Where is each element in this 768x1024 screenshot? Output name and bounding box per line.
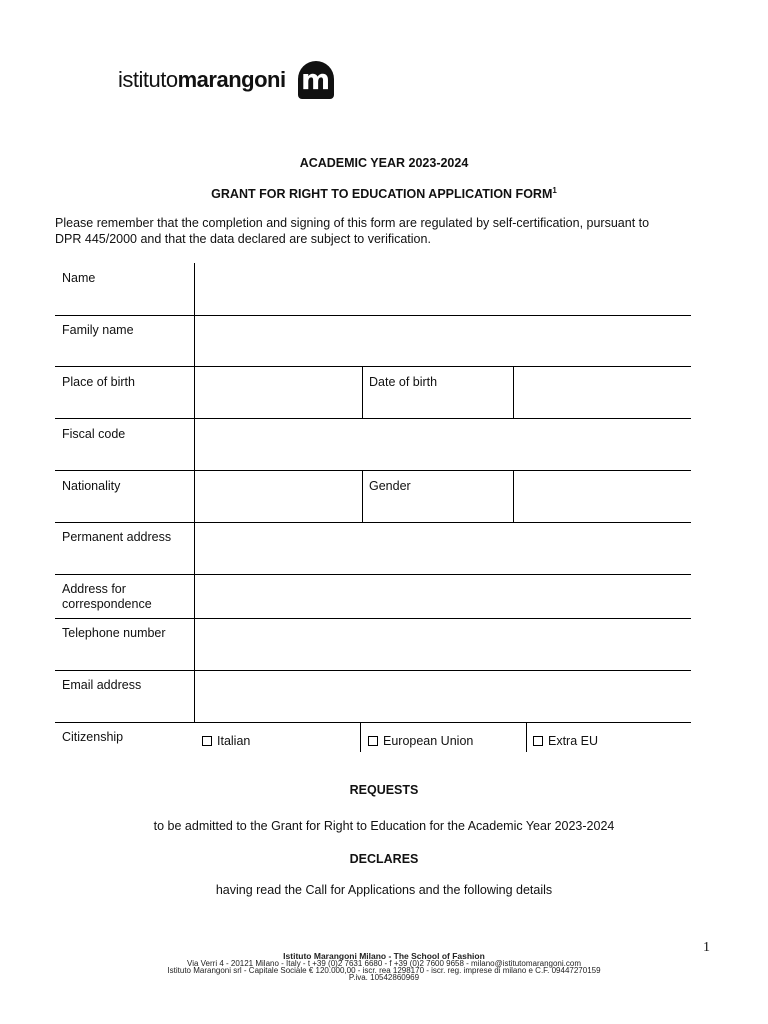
- page-number: 1: [703, 940, 710, 955]
- form-title: [0, 186, 768, 201]
- email-field[interactable]: [195, 671, 691, 722]
- label-email: Email address: [62, 678, 142, 692]
- citizenship-italian-option[interactable]: [202, 734, 250, 748]
- label-date-of-birth: Date of birth: [369, 375, 438, 389]
- label-citizenship: Citizenship: [62, 730, 124, 744]
- label-telephone: Telephone number: [62, 626, 166, 640]
- footnote-marker: 1: [552, 186, 557, 195]
- name-field[interactable]: [195, 263, 691, 315]
- logo-mark-icon: [298, 61, 334, 99]
- footer-title: Istituto Marangoni Milano - The School of Fashion: [283, 951, 485, 961]
- declares-text: having read the Call for Applications and the following details: [215, 883, 553, 897]
- column-divider: [362, 470, 363, 522]
- address-correspondence-field[interactable]: [195, 575, 691, 618]
- label-family-name: Family name: [62, 323, 134, 337]
- permanent-address-field[interactable]: [195, 523, 691, 574]
- row-divider: [55, 722, 691, 723]
- checkbox-icon[interactable]: [368, 736, 378, 746]
- form-title-text: GRANT FOR RIGHT TO EDUCATION APPLICATION FORM: [211, 187, 553, 202]
- label-name: Name: [62, 271, 96, 285]
- citizenship-extra-eu-label: Extra EU: [548, 734, 599, 748]
- academic-year-heading: ACADEMIC YEAR 2023-2024: [299, 156, 469, 170]
- checkbox-icon[interactable]: [533, 736, 543, 746]
- logo-mark-letter: m: [300, 63, 331, 96]
- label-gender: Gender: [369, 479, 411, 493]
- requests-heading: REQUESTS: [349, 783, 419, 797]
- label-fiscal-code: Fiscal code: [62, 427, 126, 441]
- footer-vat-line: P.iva. 10542860969: [348, 973, 420, 982]
- intro-line-2: DPR 445/2000 and that the data declared are subject to verification.: [55, 232, 431, 246]
- intro-line-1: Please remember that the completion and signing of this form are regulated by self-certification, pursuant to: [55, 216, 650, 230]
- declares-heading: DECLARES: [349, 852, 419, 866]
- application-form-table: [55, 263, 691, 752]
- citizenship-eu-option[interactable]: [368, 734, 473, 748]
- logo: [118, 58, 334, 102]
- family-name-field[interactable]: [195, 316, 691, 366]
- citizenship-extra-eu-option[interactable]: [533, 734, 598, 748]
- label-place-of-birth: Place of birth: [62, 375, 135, 389]
- logo-word-bold: marangoni: [177, 67, 286, 92]
- label-address-correspondence-line-2: correspondence: [62, 596, 152, 611]
- label-permanent-address: Permanent address: [62, 530, 172, 544]
- gender-field[interactable]: [514, 471, 691, 522]
- place-of-birth-field[interactable]: [195, 367, 362, 418]
- intro-paragraph: [55, 215, 715, 247]
- footer-contact-line: Via Verri 4 - 20121 Milano - Italy - t +39 (0)2 7631 6680 - f +39 (0)2 7600 9658 - milano@istitutomarangoni.com: [187, 959, 581, 968]
- logo-word-light: istituto: [118, 67, 178, 92]
- label-nationality: Nationality: [62, 479, 121, 493]
- requests-text: to be admitted to the Grant for Right to Education for the Academic Year 2023-2024: [153, 819, 615, 833]
- fiscal-code-field[interactable]: [195, 419, 691, 470]
- date-of-birth-field[interactable]: [514, 367, 691, 418]
- label-address-correspondence-line-1: Address for: [62, 582, 126, 596]
- citizenship-eu-label: European Union: [383, 734, 474, 748]
- label-address-correspondence: [62, 582, 152, 611]
- column-divider: [360, 722, 361, 752]
- telephone-field[interactable]: [195, 619, 691, 670]
- nationality-field[interactable]: [195, 471, 362, 522]
- footer-company-line: Istituto Marangoni srl - Capitale Sociale € 120.000,00 - iscr. rea 1298170 - iscr. reg. imprese di milano e C.F. 09447270159: [167, 966, 601, 975]
- column-divider: [362, 366, 363, 418]
- column-divider: [526, 722, 527, 752]
- citizenship-italian-label: Italian: [217, 734, 251, 748]
- logo-wordmark: [118, 67, 286, 93]
- checkbox-icon[interactable]: [202, 736, 212, 746]
